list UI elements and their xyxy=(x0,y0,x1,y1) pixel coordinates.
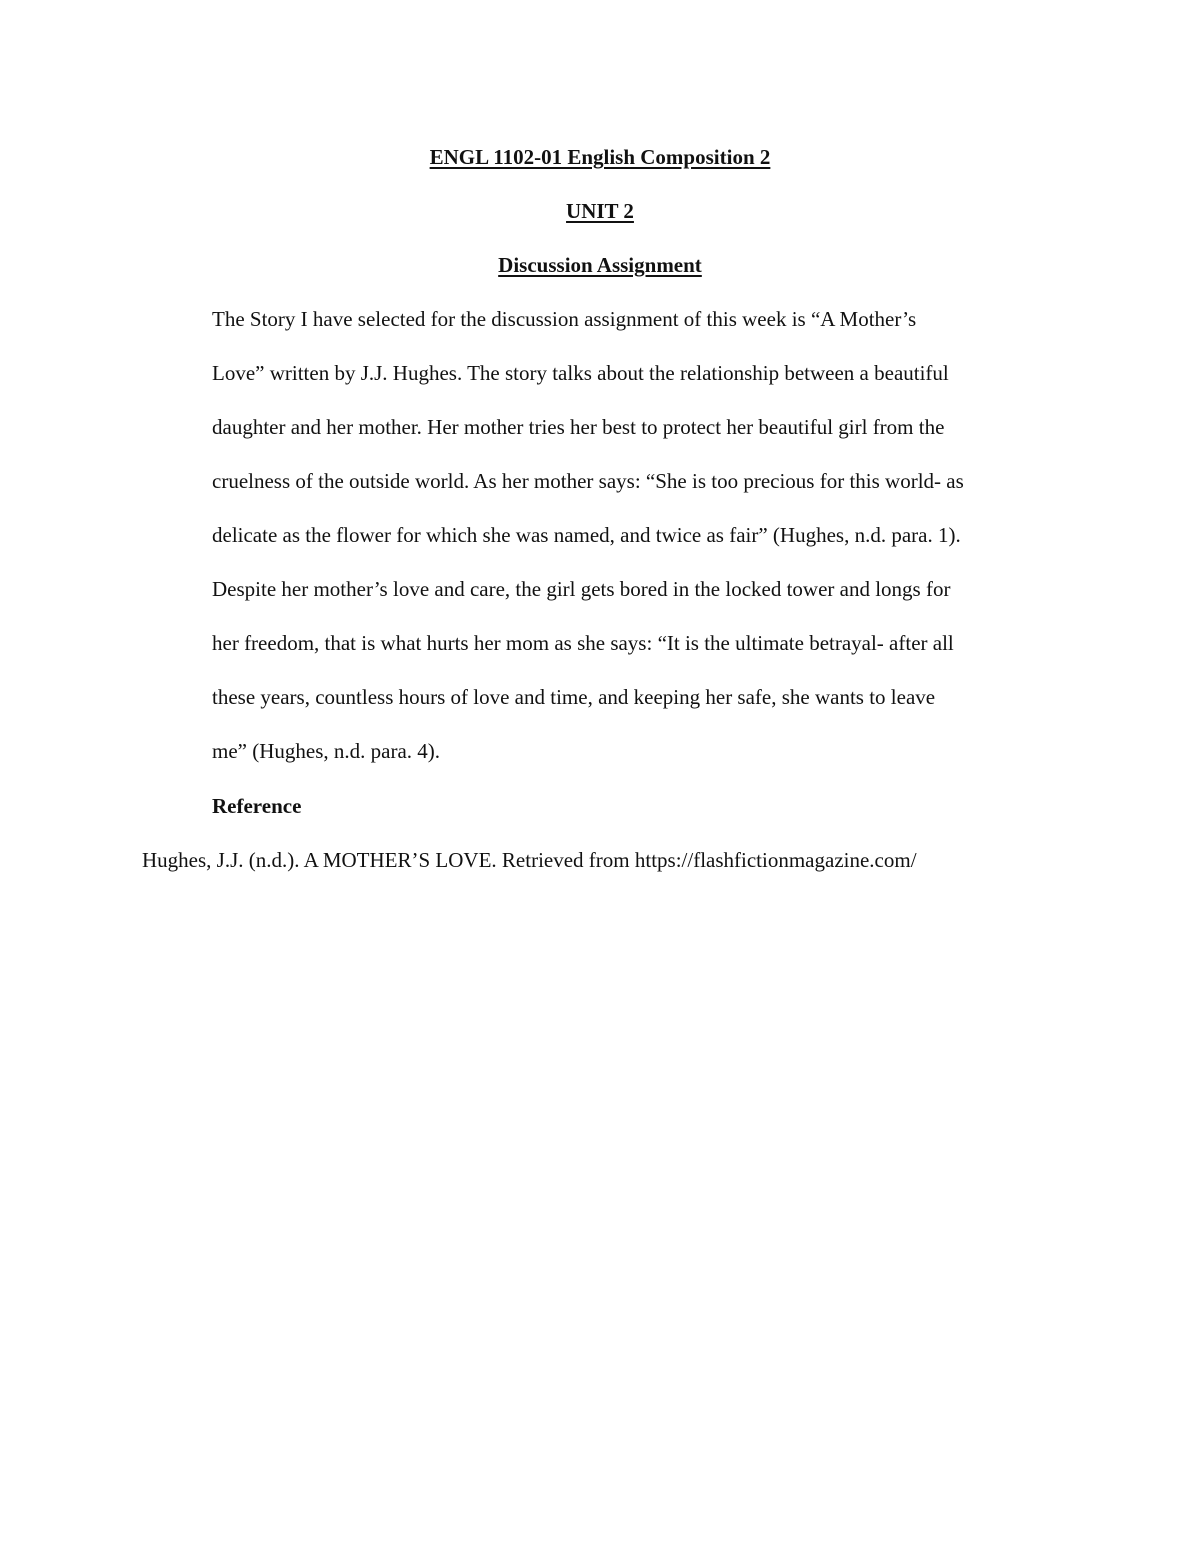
paragraph-line: daughter and her mother. Her mother tries her best to protect her beautiful girl from the xyxy=(212,415,945,439)
reference-heading: Reference xyxy=(212,794,302,818)
course-title: ENGL 1102-01 English Composition 2 xyxy=(429,145,771,169)
paragraph-line: delicate as the flower for which she was named, and twice as fair” (Hughes, n.d. para. 1). xyxy=(212,523,961,547)
reference-entry: Hughes, J.J. (n.d.). A MOTHER’S LOVE. Retrieved from https://flashfictionmagazine.com/ xyxy=(142,848,917,872)
paragraph-line: The Story I have selected for the discussion assignment of this week is “A Mother’s xyxy=(212,307,917,331)
unit-title: UNIT 2 xyxy=(566,199,634,223)
paragraph-line: cruelness of the outside world. As her mother says: “She is too precious for this world- as xyxy=(212,469,964,493)
paragraph-line: me” (Hughes, n.d. para. 4). xyxy=(212,739,441,763)
assignment-title: Discussion Assignment xyxy=(498,253,702,277)
paragraph-line: Despite her mother’s love and care, the girl gets bored in the locked tower and longs for xyxy=(212,577,951,601)
paragraph-line: her freedom, that is what hurts her mom as she says: “It is the ultimate betrayal- after all xyxy=(212,631,954,655)
paragraph-line: these years, countless hours of love and time, and keeping her safe, she wants to leave xyxy=(212,685,936,709)
paragraph-line: Love” written by J.J. Hughes. The story talks about the relationship between a beautiful xyxy=(212,361,949,385)
